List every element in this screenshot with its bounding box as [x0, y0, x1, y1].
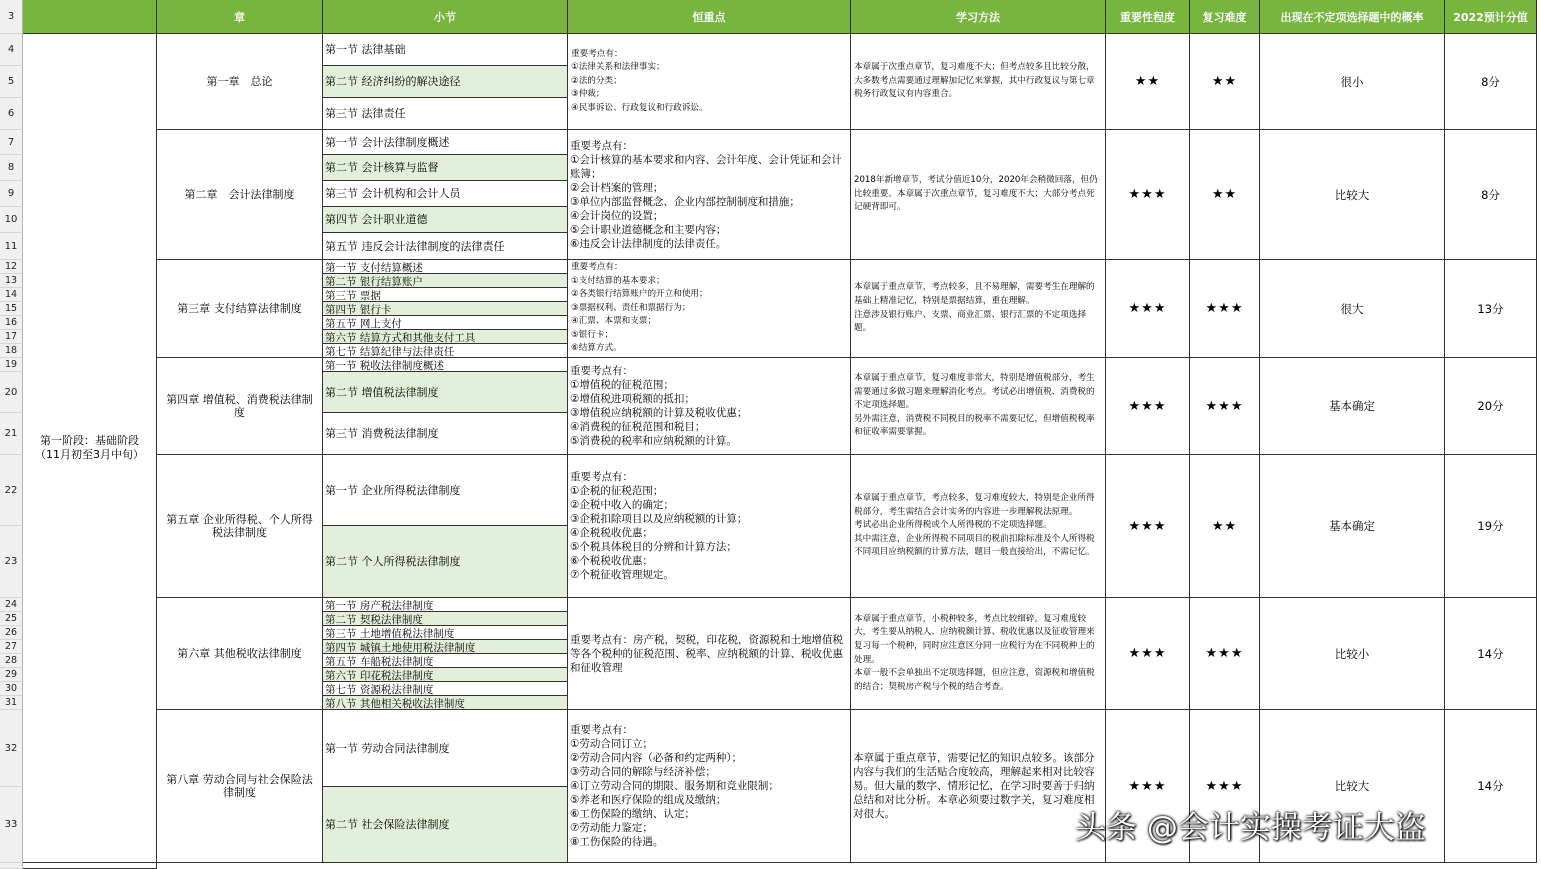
- row-number[interactable]: 18: [0, 344, 23, 358]
- row-number[interactable]: 25: [0, 612, 23, 626]
- row-number[interactable]: 19: [0, 358, 23, 372]
- stage-cell[interactable]: 第一阶段：基础阶段 （11月初至3月中旬）: [23, 34, 157, 863]
- section-name[interactable]: 第三节 票据: [323, 288, 568, 302]
- importance-rating[interactable]: ★★: [1106, 34, 1190, 130]
- section-name[interactable]: 第五节 违反会计法律制度的法律责任: [323, 233, 568, 260]
- section-name[interactable]: 第三节 法律责任: [323, 98, 568, 130]
- probability[interactable]: 比较大: [1260, 130, 1445, 260]
- section-name[interactable]: 第三节 土地增值税法律制度: [323, 626, 568, 640]
- header-cell[interactable]: 学习方法: [851, 0, 1106, 34]
- difficulty-rating[interactable]: ★★★: [1190, 710, 1260, 863]
- section-name[interactable]: 第二节 契税法律制度: [323, 612, 568, 626]
- expected-score[interactable]: 14分: [1445, 710, 1537, 863]
- section-name[interactable]: 第二节 社会保险法律制度: [323, 787, 568, 863]
- row-number[interactable]: 27: [0, 640, 23, 654]
- row-number[interactable]: 14: [0, 288, 23, 302]
- section-name[interactable]: 第二节 个人所得税法律制度: [323, 526, 568, 598]
- key-points[interactable]: 重要考点有： ①劳动合同订立； ②劳动合同内容（必备和约定两种）； ③劳动合同的解除与经济补偿； ④订立劳动合同的期限、服务期和竞业限制； ⑤养老和医疗保险的组成及缴纳； ⑥工伤保险的缴纳、认定； ⑦劳动能力鉴定； ⑧工伤保险的待遇。: [568, 710, 851, 863]
- key-points[interactable]: 重要考点有： ①支付结算的基本要求； ②各类银行结算账户的开立和使用； ③票据权利、责任和票据行为； ④汇票、本票和支票； ⑤银行卡； ⑥结算方式。: [568, 260, 851, 358]
- section-name[interactable]: 第一节 会计法律制度概述: [323, 130, 568, 155]
- section-name[interactable]: 第七节 结算纪律与法律责任: [323, 344, 568, 358]
- section-name[interactable]: 第一节 劳动合同法律制度: [323, 710, 568, 787]
- row-number[interactable]: 13: [0, 274, 23, 288]
- row-number[interactable]: 22: [0, 455, 23, 526]
- row-number[interactable]: [0, 863, 23, 869]
- row-number[interactable]: 24: [0, 598, 23, 612]
- key-points[interactable]: 重要考点有：房产税，契税，印花税，资源税和土地增值税等各个税种的征税范围、税率、应纳税额的计算、税收优惠和征收管理: [568, 598, 851, 710]
- section-name[interactable]: 第一节 企业所得税法律制度: [323, 455, 568, 526]
- empty-cell[interactable]: [23, 863, 157, 869]
- row-number[interactable]: 11: [0, 233, 23, 260]
- expected-score[interactable]: 20分: [1445, 358, 1537, 455]
- row-number[interactable]: 12: [0, 260, 23, 274]
- row-number[interactable]: 10: [0, 207, 23, 233]
- importance-rating[interactable]: ★★★: [1106, 455, 1190, 598]
- expected-score[interactable]: 19分: [1445, 455, 1537, 598]
- section-name[interactable]: 第五节 网上支付: [323, 316, 568, 330]
- key-points[interactable]: 重要考点有： ①企税的征税范围； ②企税中收入的确定； ③企税扣除项目以及应纳税额的计算； ④企税税收优惠； ⑤个税具体税目的分辨和计算方法； ⑥个税税收优惠； ⑦个税征收管理规定。: [568, 455, 851, 598]
- section-name[interactable]: 第三节 会计机构和会计人员: [323, 181, 568, 207]
- key-points[interactable]: 重要考点有： ①会计核算的基本要求和内容、会计年度、会计凭证和会计账簿； ②会计档案的管理； ③单位内部监督概念、企业内部控制制度和措施； ④会计岗位的设置； ⑤会计职业道德概念和主要内容； ⑥违反会计法律制度的法律责任。: [568, 130, 851, 260]
- header-cell[interactable]: 小节: [323, 0, 568, 34]
- chapter-name[interactable]: 第八章 劳动合同与社会保险法律制度: [157, 710, 323, 863]
- row-number[interactable]: 15: [0, 302, 23, 316]
- section-name[interactable]: 第二节 经济纠纷的解决途径: [323, 66, 568, 98]
- study-method[interactable]: 2018年新增章节，考试分值近10分，2020年会稍微回落，但仍比较重要。本章属于次重点章节，复习难度不大；大部分考点死记硬背即可。: [851, 130, 1106, 260]
- section-name[interactable]: 第二节 银行结算账户: [323, 274, 568, 288]
- section-name[interactable]: 第五节 车船税法律制度: [323, 654, 568, 668]
- study-method[interactable]: 本章属于次重点章节，复习难度不大；但考点较多且比较分散，大多数考点需要通过理解加记忆来掌握，其中行政复议与第七章税务行政复议有内容重合。: [851, 34, 1106, 130]
- section-name[interactable]: 第八节 其他相关税收法律制度: [323, 696, 568, 710]
- section-name[interactable]: 第四节 城镇土地使用税法律制度: [323, 640, 568, 654]
- section-name[interactable]: 第七节 资源税法律制度: [323, 682, 568, 696]
- importance-rating[interactable]: ★★★: [1106, 260, 1190, 358]
- section-name[interactable]: 第六节 结算方式和其他支付工具: [323, 330, 568, 344]
- section-name[interactable]: 第二节 会计核算与监督: [323, 155, 568, 181]
- row-number[interactable]: 31: [0, 696, 23, 710]
- expected-score[interactable]: 8分: [1445, 130, 1537, 260]
- chapter-name[interactable]: 第五章 企业所得税、个人所得税法律制度: [157, 455, 323, 598]
- watermark: 头条 @会计实操考证大盗: [1075, 810, 1426, 846]
- row-number[interactable]: 30: [0, 682, 23, 696]
- row-number[interactable]: 33: [0, 787, 23, 863]
- section-name[interactable]: 第六节 印花税法律制度: [323, 668, 568, 682]
- chapter-name[interactable]: 第六章 其他税收法律制度: [157, 598, 323, 710]
- row-number[interactable]: 17: [0, 330, 23, 344]
- importance-rating[interactable]: ★★★: [1106, 598, 1190, 710]
- key-points[interactable]: 重要考点有： ①法律关系和法律事实； ②法的分类； ③仲裁； ④民事诉讼、行政复议和行政诉讼。: [568, 34, 851, 130]
- header-cell[interactable]: 重要性程度: [1106, 0, 1190, 34]
- difficulty-rating[interactable]: ★★: [1190, 130, 1260, 260]
- section-name[interactable]: 第一节 税收法律制度概述: [323, 358, 568, 372]
- header-cell[interactable]: 复习难度: [1190, 0, 1260, 34]
- study-method[interactable]: 本章属于重点章节，复习难度非常大，特别是增值税部分，考生需要通过多做习题来理解消化考点。考试必出增值税、消费税的不定项选择题。 另外需注意，消费税不同税目的税率不需要记忆，但增值税税率和征收率需要掌握。: [851, 358, 1106, 455]
- probability[interactable]: 基本确定: [1260, 455, 1445, 598]
- row-number[interactable]: 29: [0, 668, 23, 682]
- chapter-name[interactable]: 第二章 会计法律制度: [157, 130, 323, 260]
- row-number[interactable]: 8: [0, 155, 23, 181]
- difficulty-rating[interactable]: ★★★: [1190, 260, 1260, 358]
- header-cell[interactable]: 章: [157, 0, 323, 34]
- row-number[interactable]: 3: [0, 0, 23, 34]
- importance-rating[interactable]: ★★★: [1106, 710, 1190, 863]
- section-name[interactable]: 第二节 增值税法律制度: [323, 372, 568, 413]
- probability[interactable]: 基本确定: [1260, 358, 1445, 455]
- row-number[interactable]: 5: [0, 66, 23, 98]
- key-points[interactable]: 重要考点有： ①增值税的征税范围； ②增值税进项税额的抵扣； ③增值税应纳税额的计算及税收优惠； ④消费税的征税范围和税目； ⑤消费税的税率和应纳税额的计算。: [568, 358, 851, 455]
- row-number[interactable]: 23: [0, 526, 23, 598]
- row-number[interactable]: 28: [0, 654, 23, 668]
- section-name[interactable]: 第一节 法律基础: [323, 34, 568, 66]
- study-method[interactable]: 本章属于重点章节，考点较多，复习难度较大，特别是企业所得税部分，考生需结合会计实务的内容进一步理解税法原理。 考试必出企业所得税或个人所得税的不定项选择题。 其中需注意，企业所得税不同项目的税前扣除标准及个人所得税不同项目应纳税额的计算方法，题目一般直接给出，不需记忆。: [851, 455, 1106, 598]
- row-number[interactable]: 32: [0, 710, 23, 787]
- study-method[interactable]: 本章属于重点章节，考点较多，且不易理解，需要考生在理解的基础上精准记忆，特别是票据结算，重在理解。 注意涉及银行账户、支票、商业汇票、银行汇票的不定项选择题。: [851, 260, 1106, 358]
- difficulty-rating[interactable]: ★★★: [1190, 358, 1260, 455]
- section-name[interactable]: 第三节 消费税法律制度: [323, 413, 568, 455]
- row-number[interactable]: 26: [0, 626, 23, 640]
- header-cell-empty[interactable]: [23, 0, 157, 34]
- importance-rating[interactable]: ★★★: [1106, 130, 1190, 260]
- section-name[interactable]: 第四节 银行卡: [323, 302, 568, 316]
- probability[interactable]: 比较小: [1260, 598, 1445, 710]
- row-number[interactable]: 21: [0, 413, 23, 455]
- row-number[interactable]: 16: [0, 316, 23, 330]
- chapter-name[interactable]: 第四章 增值税、消费税法律制度: [157, 358, 323, 455]
- section-name[interactable]: 第四节 会计职业道德: [323, 207, 568, 233]
- importance-rating[interactable]: ★★★: [1106, 358, 1190, 455]
- study-method[interactable]: 本章属于重点章节，小税种较多，考点比较细碎。复习难度较大，考生要从纳税人、应纳税额计算、税收优惠以及征收管理来复习每一个税种，同时应注意区分同一应税行为在不同税种上的处理。 本章一般不会单独出不定项选择题，但应注意，资源税和增值税的结合；契税房产税与个税的结合考查。: [851, 598, 1106, 710]
- chapter-name[interactable]: 第一章 总论: [157, 34, 323, 130]
- difficulty-rating[interactable]: ★★: [1190, 455, 1260, 598]
- row-number[interactable]: 9: [0, 181, 23, 207]
- row-number[interactable]: 20: [0, 372, 23, 413]
- chapter-name[interactable]: 第三章 支付结算法律制度: [157, 260, 323, 358]
- expected-score[interactable]: 14分: [1445, 598, 1537, 710]
- expected-score[interactable]: 8分: [1445, 34, 1537, 130]
- header-cell[interactable]: 2022预计分值: [1445, 0, 1537, 34]
- row-number[interactable]: 6: [0, 98, 23, 130]
- difficulty-rating[interactable]: ★★: [1190, 34, 1260, 130]
- probability[interactable]: 很小: [1260, 34, 1445, 130]
- row-number[interactable]: 7: [0, 130, 23, 155]
- section-name[interactable]: 第一节 支付结算概述: [323, 260, 568, 274]
- row-number[interactable]: 4: [0, 34, 23, 66]
- section-name[interactable]: 第一节 房产税法律制度: [323, 598, 568, 612]
- probability[interactable]: 比较大: [1260, 710, 1445, 863]
- study-method[interactable]: 本章属于重点章节，需要记忆的知识点较多。该部分内容与我们的生活贴合度较高，理解起来相对比较容易。但大量的数字、情形记忆，在学习时要善于归纳总结和对比分析。本章必须要过数字关，复习难度相对很大。: [851, 710, 1106, 863]
- probability[interactable]: 很大: [1260, 260, 1445, 358]
- difficulty-rating[interactable]: ★★★: [1190, 598, 1260, 710]
- expected-score[interactable]: 13分: [1445, 260, 1537, 358]
- header-cell[interactable]: 出现在不定项选择题中的概率: [1260, 0, 1445, 34]
- header-cell[interactable]: 恒重点: [568, 0, 851, 34]
